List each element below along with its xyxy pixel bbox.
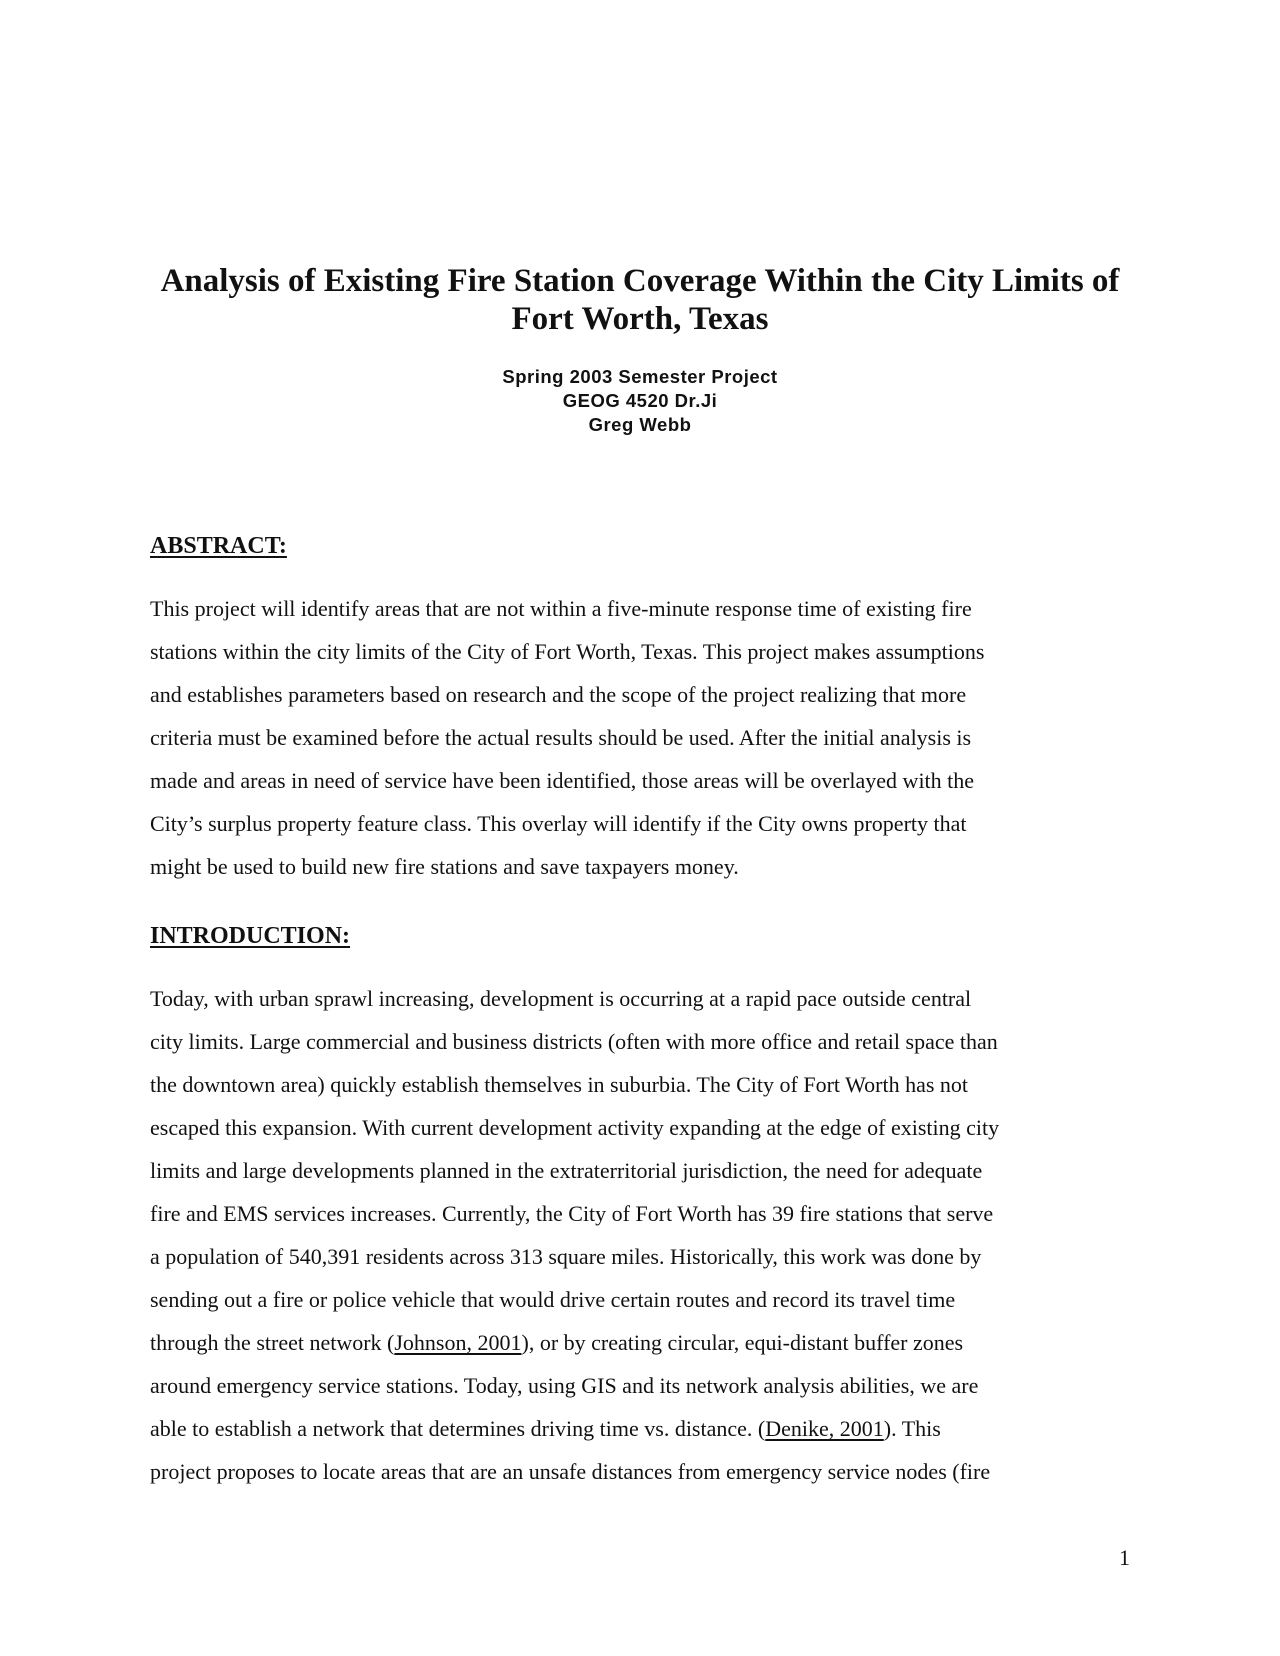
introduction-line: sending out a fire or police vehicle that would drive certain routes and record its travel time — [150, 1287, 956, 1312]
abstract-line: This project will identify areas that are not within a five-minute response time of existing fire — [150, 596, 972, 621]
abstract-line: might be used to build new fire stations and save taxpayers money. — [150, 854, 739, 879]
citation-link-johnson[interactable]: Johnson, 2001 — [394, 1330, 522, 1355]
introduction-line: limits and large developments planned in the extraterritorial jurisdiction, the need for adequate — [150, 1158, 983, 1183]
abstract-line: criteria must be examined before the actual results should be used. After the initial analysis is — [150, 725, 972, 750]
line-text: through the street network ( — [150, 1330, 395, 1355]
document-meta — [390, 365, 890, 437]
introduction-line — [150, 1321, 1150, 1364]
document-title — [140, 262, 1140, 338]
introduction-line: the downtown area) quickly establish themselves in suburbia. The City of Fort Worth has not — [150, 1072, 969, 1097]
line-text: ). This — [883, 1416, 941, 1441]
title-line-2: Fort Worth, Texas — [511, 301, 769, 337]
citation-link-denike[interactable]: Denike, 2001 — [765, 1416, 884, 1441]
title-line-1: Analysis of Existing Fire Station Coverage Within the City Limits of — [160, 263, 1120, 299]
line-text: able to establish a network that determines driving time vs. distance. ( — [150, 1416, 766, 1441]
introduction-paragraph — [150, 977, 1150, 1493]
introduction-line: around emergency service stations. Today, using GIS and its network analysis abilities, we are — [150, 1373, 979, 1398]
introduction-line: a population of 540,391 residents across 313 square miles. Historically, this work was done by — [150, 1244, 982, 1269]
abstract-paragraph — [150, 587, 1150, 888]
page-number: 1 — [1119, 1545, 1130, 1570]
introduction-line: project proposes to locate areas that are an unsafe distances from emergency service nodes (fire — [150, 1459, 991, 1484]
introduction-heading: INTRODUCTION: — [150, 923, 351, 949]
course-line: GEOG 4520 Dr.Ji — [562, 390, 718, 411]
abstract-heading: ABSTRACT: — [150, 533, 287, 559]
line-text: ), or by creating circular, equi-distant buffer zones — [521, 1330, 964, 1355]
introduction-line: Today, with urban sprawl increasing, development is occurring at a rapid pace outside central — [150, 986, 972, 1011]
semester-line: Spring 2003 Semester Project — [502, 366, 778, 387]
introduction-line: fire and EMS services increases. Currently, the City of Fort Worth has 39 fire stations that serve — [150, 1201, 994, 1226]
abstract-line: and establishes parameters based on research and the scope of the project realizing that more — [150, 682, 967, 707]
introduction-line: city limits. Large commercial and business districts (often with more office and retail space than — [150, 1029, 998, 1054]
author-line: Greg Webb — [588, 414, 692, 435]
abstract-line: City’s surplus property feature class. This overlay will identify if the City owns property that — [150, 811, 967, 836]
abstract-line: made and areas in need of service have been identified, those areas will be overlayed with the — [150, 768, 975, 793]
introduction-line: escaped this expansion. With current development activity expanding at the edge of existing city — [150, 1115, 1000, 1140]
abstract-line: stations within the city limits of the City of Fort Worth, Texas. This project makes assumptions — [150, 639, 985, 664]
introduction-line — [150, 1407, 1150, 1450]
